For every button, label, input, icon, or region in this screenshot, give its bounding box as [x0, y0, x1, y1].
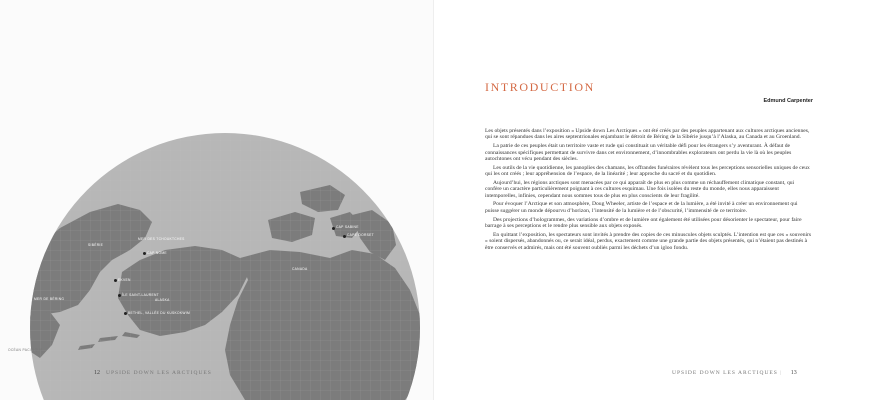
left-folio: [88, 370, 212, 376]
label-ile-saint-laurent: ÎLE SAINT-LAURENT: [122, 293, 159, 297]
site-dot: [343, 235, 346, 238]
site-dot: [114, 279, 117, 282]
page-title: INTRODUCTION: [485, 80, 595, 94]
author-name: Edmund Carpenter: [763, 98, 813, 104]
paragraph: Des projections d’hologrammes, des variations d’ombre et de lumière ont également été utilisées pour désorienter le spectateur, pour faire barrage à ses perceptions et le rendre plus sensible aux objets exposés.: [485, 216, 802, 229]
label-canada: CANADA: [292, 267, 308, 271]
introduction-body: [485, 128, 812, 253]
paragraph: Pour évoquer l’Arctique et son atmosphère, Doug Wheeler, artiste de l’espace et de la lumière, a été invité à créer un environnement qui puisse suggérer un monde dépourvu d’horizon, l’intensité de la lumière et de l’obscurité, l’immensité de ce territoire.: [485, 201, 798, 214]
paragraph: Aujourd’hui, les régions arctiques sont menacées par ce qui apparaît de plus en plus comme un réchauffement climatique constant, qui confère un caractère particulièrement poignant à ces cultures esquimau. Une fois isolées du reste du monde, elles nous apparaissent intemporelles, infinies, cependant nous sommes tous de plus en plus conscients de leur fragilité.: [485, 179, 795, 199]
right-folio: [672, 370, 803, 376]
label-mer-bering: MER DE BÉRING: [34, 297, 65, 301]
site-dot: [143, 252, 146, 255]
label-mer-tchoukotsk: MER DES TCHOUKTCHES: [138, 237, 185, 241]
label-cape-dorset: CAPE DORSET: [347, 233, 374, 237]
paragraph: La patrie de ces peuples était un territoire vaste et rude qui constituait un véritable défi pour les étrangers s’y aventurant. À défaut de connaissances spécifiques permettant de survivre dans cet environnement, d’innombrables explorateurs ont perdu la vie là où les peuples autochtones ont vécu pendant des siècles.: [485, 143, 792, 162]
site-dot: [332, 227, 335, 230]
label-ocean-pacifique: OCÉAN PACIFIQUE: [8, 348, 43, 352]
left-page: [0, 0, 434, 400]
site-dot: [118, 294, 121, 297]
folio-separator: |: [777, 370, 785, 376]
label-ekven: EKVEN: [118, 278, 131, 282]
label-bethel: BETHEL, VALLÉE DU KUSKOKWIM: [128, 311, 191, 315]
page-number-right: 13: [790, 370, 797, 376]
page-number-left: 12: [94, 370, 100, 376]
globe-illustration: [0, 100, 470, 400]
arctic-map: [0, 100, 470, 400]
running-title-caps: UPSIDE DOWN: [672, 370, 721, 376]
paragraph: Les outils de la vie quotidienne, les panoplies des chamans, les offrandes funéraires révèlent tous les perceptions sensorielles uniques de ceux qui les ont créés ; leur appréhension de l’espace, de la linéarité ; leur approche du sacré et du quotidien.: [485, 164, 810, 178]
paragraph: Les objets présentés dans l’exposition « Upside down Les Arctiques » ont été créés par des peuples appartenant aux cultures arctiques anciennes, qui se sont répandues dans les aires septentrionales enjambant le détroit de Béring de la Sibérie jusqu’à l’Alaska, au Canada et au Groenland.: [485, 128, 810, 141]
paragraph: En quittant l’exposition, les spectateurs sont invités à prendre des copies de ces minuscules objets sculptés. L’intention est que ces « souvenirs » soient dispersés, abandonnés ou, ce serait idéal, perdus, exactement comme une grande partie des objets présentés, qui n’étaient pas destinés à être conservés et admirés, mais ont été souvent oubliés parmi les déchets d’un igloo fondu.: [485, 231, 812, 251]
running-title-rest: LES ARCTIQUES: [157, 370, 212, 376]
label-cap-nome: CAP NOME: [147, 251, 167, 255]
label-alaska: ALASKA: [155, 298, 170, 302]
site-dot: [124, 312, 127, 315]
label-siberie: SIBÉRIE: [88, 243, 104, 247]
label-cap-sabine: CAP SABINE: [336, 225, 359, 229]
running-title-rest: LES ARCTIQUES: [723, 370, 778, 376]
running-title-caps: UPSIDE DOWN: [106, 370, 155, 376]
